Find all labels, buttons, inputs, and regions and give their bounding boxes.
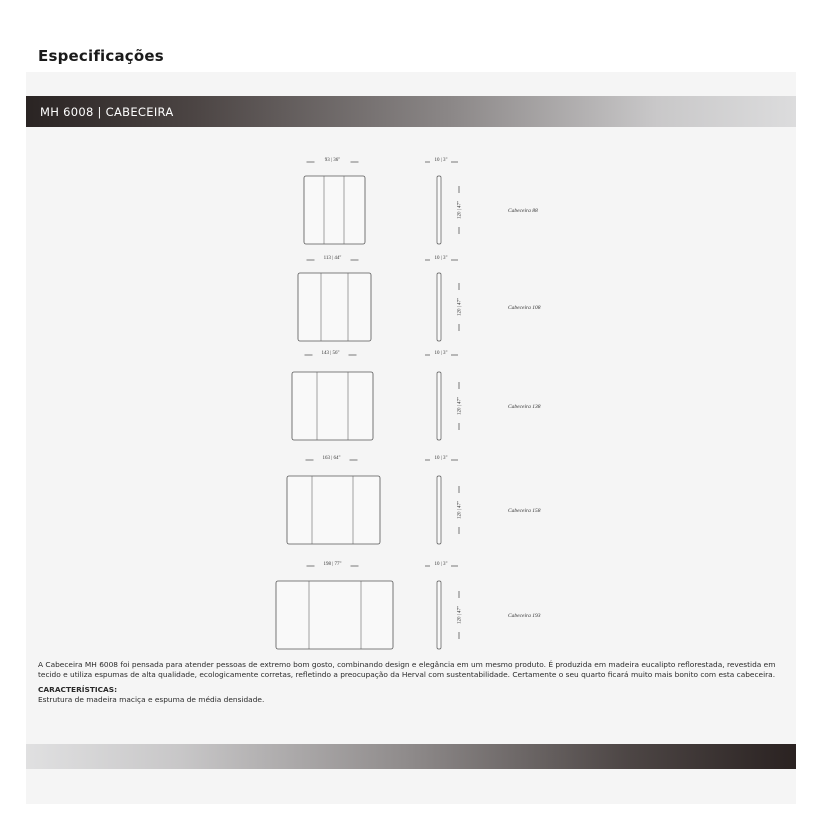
- front-view-panel: [287, 476, 380, 544]
- front-view-panel: [292, 372, 373, 440]
- side-view-panel: [437, 273, 441, 341]
- front-view-panel: [276, 581, 393, 649]
- variant-drawing: [292, 351, 541, 440]
- variant-drawing: [276, 562, 541, 649]
- width-label: 113 | 44": [323, 256, 342, 261]
- height-label: 120 | 47": [457, 396, 463, 416]
- product-description: A Cabeceira MH 6008 foi pensada para atender pessoas de extremo bom gosto, combinando design e elegância em um mesmo produto. É produzida em madeira eucalipto reflorestada, revestida em tecido e utiliza espumas de alta qualidade, ecologicamente corretas, refletindo a preocupação da Herval com sustentabilidade. Certamente o seu quarto ficará muito mais bonito com esta cabeceira.: [38, 660, 776, 679]
- side-view-panel: [437, 476, 441, 544]
- variant-drawing: [287, 456, 541, 544]
- variant-name: Cabeceira 138: [508, 404, 541, 410]
- variant-name: Cabeceira 88: [508, 208, 538, 214]
- front-view-panel: [304, 176, 365, 244]
- height-label: 120 | 47": [457, 200, 463, 220]
- side-view-panel: [437, 176, 441, 244]
- depth-label: 10 | 3": [434, 256, 448, 261]
- features-text: Estrutura de madeira maciça e espuma de média densidade.: [38, 695, 265, 704]
- side-view-panel: [437, 581, 441, 649]
- variant-name: Cabeceira 158: [508, 508, 541, 514]
- variant-name: Cabeceira 193: [508, 613, 541, 619]
- variant-drawing: [304, 158, 538, 244]
- front-view-panel: [298, 273, 371, 341]
- variant-name: Cabeceira 108: [508, 305, 541, 311]
- technical-drawing: [26, 127, 796, 662]
- width-label: 163 | 64": [322, 456, 341, 461]
- footer-bar: [26, 744, 796, 769]
- page-title: Especificações: [38, 47, 164, 65]
- side-view-panel: [437, 372, 441, 440]
- product-header-label: MH 6008 | CABECEIRA: [40, 105, 174, 119]
- depth-label: 10 | 3": [434, 158, 448, 163]
- depth-label: 10 | 3": [434, 562, 448, 567]
- variant-drawing: [298, 256, 541, 341]
- depth-label: 10 | 3": [434, 456, 448, 461]
- height-label: 120 | 47": [457, 605, 463, 625]
- height-label: 120 | 47": [457, 500, 463, 520]
- height-label: 120 | 47": [457, 297, 463, 317]
- width-label: 143 | 56": [321, 351, 340, 356]
- product-description-block: [38, 660, 794, 705]
- width-label: 93 | 36": [324, 158, 341, 163]
- depth-label: 10 | 3": [434, 351, 448, 356]
- width-label: 198 | 77": [323, 562, 342, 567]
- features-heading: CARACTERÍSTICAS:: [38, 685, 118, 694]
